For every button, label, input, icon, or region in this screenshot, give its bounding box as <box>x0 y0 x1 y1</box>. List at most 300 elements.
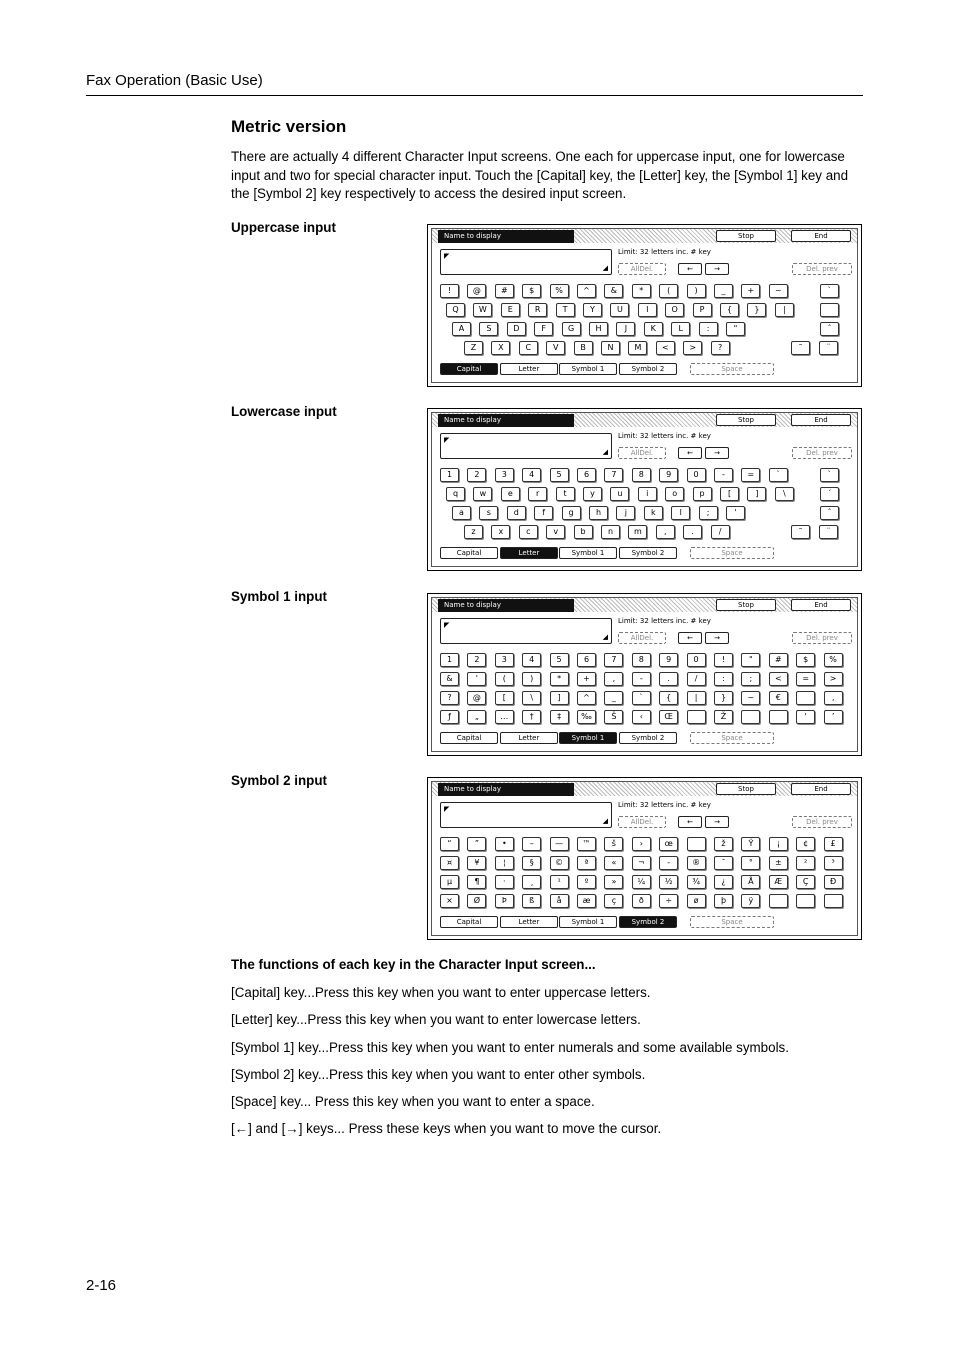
character-key[interactable]: a <box>452 506 471 520</box>
character-key[interactable]: # <box>495 284 514 298</box>
character-key[interactable]: ¦ <box>495 856 514 870</box>
character-key[interactable]: œ <box>659 837 678 851</box>
cursor-left-button[interactable]: ← <box>678 632 702 644</box>
character-key[interactable]: ) <box>687 284 706 298</box>
character-key[interactable]: Y <box>583 303 602 317</box>
cursor-end-mark: ◢ <box>602 448 608 456</box>
character-key[interactable]: S <box>479 322 498 336</box>
character-key[interactable]: ƒ <box>440 710 459 724</box>
alldel-button[interactable]: AllDel. <box>618 263 666 275</box>
character-key[interactable] <box>796 691 815 705</box>
character-key[interactable]: * <box>550 672 569 686</box>
accent-key[interactable]: ` <box>820 284 839 298</box>
section-title: Metric version <box>231 117 347 136</box>
delete-previous-button[interactable]: Del. prev <box>792 447 852 459</box>
character-key[interactable]: 6 <box>577 468 596 482</box>
character-key[interactable]: » <box>604 875 623 889</box>
tab-letter[interactable]: Letter <box>500 547 558 559</box>
character-key[interactable]: 7 <box>604 653 623 667</box>
tab-letter[interactable]: Letter <box>500 363 558 375</box>
accent-key[interactable]: ˆ <box>820 506 839 520</box>
tab-symbol2[interactable]: Symbol 2 <box>619 363 677 375</box>
intro-paragraph: There are actually 4 different Character Input screens. One each for uppercase input, one for lowercase input and two for special character input. Touch the [Capital] key, the [Letter] key, the [Symbol 1] key and the [Symbol 2] key respectively to access the desired input screen. <box>231 149 849 201</box>
character-key[interactable]: [ <box>495 691 514 705</box>
character-key[interactable]: c <box>519 525 538 539</box>
character-key[interactable]: V <box>546 341 565 355</box>
character-key[interactable]: ™ <box>577 837 596 851</box>
space-button[interactable]: Space <box>690 732 774 744</box>
tab-letter[interactable]: Letter <box>500 732 558 744</box>
cursor-start-mark: ◤ <box>444 252 450 260</box>
character-key[interactable] <box>687 837 706 851</box>
running-header: Fax Operation (Basic Use) <box>86 72 263 89</box>
character-key[interactable]: × <box>440 894 459 908</box>
accent-key[interactable] <box>820 303 839 317</box>
character-key[interactable]: = <box>796 672 815 686</box>
character-key[interactable]: K <box>644 322 663 336</box>
character-key[interactable]: ð <box>632 894 651 908</box>
character-key[interactable]: ² <box>796 856 815 870</box>
accent-key[interactable]: ` <box>820 468 839 482</box>
character-key[interactable]: 1 <box>440 653 459 667</box>
character-key[interactable]: ÿ <box>741 894 760 908</box>
space-button[interactable]: Space <box>690 363 774 375</box>
character-key[interactable]: . <box>659 672 678 686</box>
character-key[interactable]: : <box>714 672 733 686</box>
character-key[interactable] <box>796 894 815 908</box>
character-key[interactable]: µ <box>440 875 459 889</box>
tab-symbol2[interactable]: Symbol 2 <box>619 547 677 559</box>
character-key[interactable]: < <box>769 672 788 686</box>
character-key[interactable]: # <box>769 653 788 667</box>
character-key[interactable]: l <box>671 506 690 520</box>
character-key[interactable]: : <box>699 322 718 336</box>
character-key[interactable]: x <box>491 525 510 539</box>
character-key[interactable]: „ <box>467 710 486 724</box>
character-key[interactable]: ` <box>632 691 651 705</box>
character-key[interactable]: J <box>616 322 635 336</box>
character-key[interactable]: “ <box>440 837 459 851</box>
end-button[interactable]: End <box>791 599 851 611</box>
character-key[interactable]: W <box>473 303 492 317</box>
character-key[interactable]: b <box>574 525 593 539</box>
name-to-display-label: Name to display <box>438 414 574 427</box>
character-key[interactable]: ^ <box>577 284 596 298</box>
character-key[interactable]: Ø <box>467 894 486 908</box>
character-key[interactable]: ’ <box>824 710 843 724</box>
character-key[interactable]: Þ <box>495 894 514 908</box>
character-key[interactable]: ' <box>467 672 486 686</box>
character-key[interactable]: æ <box>577 894 596 908</box>
stop-button[interactable]: Stop <box>716 783 776 795</box>
panel-label-symbol2: Symbol 2 input <box>231 773 327 788</box>
character-key[interactable]: f <box>534 506 553 520</box>
character-key[interactable]: A <box>452 322 471 336</box>
character-key[interactable]: C <box>519 341 538 355</box>
character-key[interactable]: s <box>479 506 498 520</box>
character-key[interactable]: & <box>440 672 459 686</box>
character-key[interactable]: U <box>610 303 629 317</box>
space-button[interactable]: Space <box>690 547 774 559</box>
character-input-screen <box>427 777 862 940</box>
character-key[interactable]: 5 <box>550 653 569 667</box>
name-input-field[interactable] <box>440 249 612 275</box>
cursor-right-button[interactable]: → <box>705 263 729 275</box>
character-key[interactable]: « <box>604 856 623 870</box>
delete-previous-button[interactable]: Del. prev <box>792 816 852 828</box>
character-key[interactable]: € <box>769 691 788 705</box>
tab-capital[interactable]: Capital <box>440 547 498 559</box>
character-key[interactable]: * <box>632 284 651 298</box>
character-key[interactable]: ^ <box>577 691 596 705</box>
character-key[interactable]: 2 <box>467 468 486 482</box>
character-key[interactable] <box>769 710 788 724</box>
name-to-display-label: Name to display <box>438 783 574 796</box>
character-key[interactable]: 4 <box>522 468 541 482</box>
character-key[interactable]: d <box>507 506 526 520</box>
character-key[interactable]: > <box>824 672 843 686</box>
stop-button[interactable]: Stop <box>716 414 776 426</box>
character-key[interactable]: ¯ <box>714 856 733 870</box>
character-key[interactable]: v <box>546 525 565 539</box>
character-key[interactable]: F <box>534 322 553 336</box>
character-key[interactable]: . <box>683 525 702 539</box>
character-key[interactable]: X <box>491 341 510 355</box>
character-key[interactable]: 2 <box>467 653 486 667</box>
character-key[interactable]: , <box>656 525 675 539</box>
character-key[interactable]: ¸ <box>522 875 541 889</box>
character-key[interactable]: D <box>507 322 526 336</box>
character-key[interactable]: ? <box>440 691 459 705</box>
limit-text: Limit: 32 letters inc. # key <box>618 432 711 440</box>
character-key[interactable]: ] <box>550 691 569 705</box>
character-key[interactable]: > <box>683 341 702 355</box>
character-key[interactable]: m <box>628 525 647 539</box>
character-key[interactable]: ¿ <box>714 875 733 889</box>
stop-button[interactable]: Stop <box>716 230 776 242</box>
character-key[interactable]: ¥ <box>467 856 486 870</box>
character-key[interactable]: ] <box>747 487 766 501</box>
cursor-start-mark: ◤ <box>444 436 450 444</box>
character-key[interactable]: ~ <box>769 284 788 298</box>
character-key[interactable]: Ç <box>796 875 815 889</box>
character-key[interactable]: ± <box>769 856 788 870</box>
character-key[interactable]: Å <box>741 875 760 889</box>
character-key[interactable]: _ <box>604 691 623 705</box>
tab-symbol2[interactable]: Symbol 2 <box>619 916 677 928</box>
character-key[interactable]: ¹ <box>550 875 569 889</box>
alldel-button[interactable]: AllDel. <box>618 447 666 459</box>
character-key[interactable]: I <box>638 303 657 317</box>
tab-symbol1[interactable]: Symbol 1 <box>559 547 617 559</box>
character-key[interactable]: ¢ <box>796 837 815 851</box>
tab-capital[interactable]: Capital <box>440 732 498 744</box>
cursor-right-button[interactable]: → <box>705 632 729 644</box>
character-key[interactable]: B <box>574 341 593 355</box>
accent-key[interactable]: ¨ <box>819 341 838 355</box>
character-key[interactable]: £ <box>824 837 843 851</box>
cursor-right-button[interactable]: → <box>705 816 729 828</box>
function-symbol2: [Symbol 2] key...Press this key when you want to enter other symbols. <box>231 1067 646 1082</box>
character-key[interactable]: ® <box>687 856 706 870</box>
character-key[interactable]: ¬ <box>632 856 651 870</box>
panel-label-symbol1: Symbol 1 input <box>231 589 327 604</box>
character-key[interactable]: Œ <box>659 710 678 724</box>
character-key[interactable]: Š <box>604 710 623 724</box>
name-input-field[interactable] <box>440 433 612 459</box>
character-key[interactable]: g <box>562 506 581 520</box>
character-key[interactable]: 9 <box>659 653 678 667</box>
character-key[interactable]: 5 <box>550 468 569 482</box>
panel-label-uppercase: Uppercase input <box>231 220 336 235</box>
limit-text: Limit: 32 letters inc. # key <box>618 248 711 256</box>
tab-symbol1[interactable]: Symbol 1 <box>559 732 617 744</box>
character-key[interactable]: k <box>644 506 663 520</box>
character-key[interactable]: Z <box>464 341 483 355</box>
character-key[interactable]: R <box>528 303 547 317</box>
character-key[interactable] <box>687 710 706 724</box>
character-key[interactable] <box>824 894 843 908</box>
character-key[interactable]: Ð <box>824 875 843 889</box>
alldel-button[interactable]: AllDel. <box>618 632 666 644</box>
character-key[interactable]: [ <box>720 487 739 501</box>
character-key[interactable]: — <box>550 837 569 851</box>
page-number: 2-16 <box>86 1277 117 1294</box>
space-button[interactable]: Space <box>690 916 774 928</box>
character-key[interactable]: t <box>556 487 575 501</box>
character-key[interactable]: N <box>601 341 620 355</box>
character-key[interactable]: å <box>550 894 569 908</box>
character-key[interactable]: - <box>632 672 651 686</box>
character-key[interactable]: o <box>665 487 684 501</box>
cursor-left-button[interactable]: ← <box>678 447 702 459</box>
accent-key[interactable]: ¨ <box>819 525 838 539</box>
character-key[interactable]: ( <box>495 672 514 686</box>
character-key[interactable]: ‚ <box>824 691 843 705</box>
character-key[interactable]: 0 <box>687 468 706 482</box>
tab-symbol2[interactable]: Symbol 2 <box>619 732 677 744</box>
character-key[interactable]: \ <box>775 487 794 501</box>
character-key[interactable]: P <box>693 303 712 317</box>
character-key[interactable]: | <box>775 303 794 317</box>
character-key[interactable]: q <box>446 487 465 501</box>
character-key[interactable]: 8 <box>632 653 651 667</box>
character-key[interactable]: z <box>464 525 483 539</box>
character-key[interactable]: @ <box>467 284 486 298</box>
character-key[interactable]: \ <box>522 691 541 705</box>
character-key[interactable]: ž <box>714 837 733 851</box>
character-key[interactable]: $ <box>796 653 815 667</box>
character-key[interactable]: } <box>747 303 766 317</box>
character-key[interactable]: Æ <box>769 875 788 889</box>
character-key[interactable]: / <box>687 672 706 686</box>
character-key[interactable]: O <box>665 303 684 317</box>
character-key[interactable]: i <box>638 487 657 501</box>
character-key[interactable]: ¡ <box>769 837 788 851</box>
character-key[interactable]: Ÿ <box>741 837 760 851</box>
function-space: [Space] key... Press this key when you want to enter a space. <box>231 1094 595 1109</box>
accent-key[interactable]: ˜ <box>791 341 810 355</box>
character-key[interactable]: % <box>550 284 569 298</box>
character-key[interactable]: ‘ <box>796 710 815 724</box>
character-key[interactable]: ” <box>467 837 486 851</box>
character-key[interactable] <box>741 710 760 724</box>
character-key[interactable]: , <box>604 672 623 686</box>
cursor-start-mark: ◤ <box>444 621 450 629</box>
cursor-left-button[interactable]: ← <box>678 263 702 275</box>
character-key[interactable]: + <box>577 672 596 686</box>
character-key[interactable]: } <box>714 691 733 705</box>
character-key[interactable]: L <box>671 322 690 336</box>
character-key[interactable]: < <box>656 341 675 355</box>
character-key[interactable]: 9 <box>659 468 678 482</box>
character-key[interactable]: { <box>659 691 678 705</box>
character-key[interactable]: r <box>528 487 547 501</box>
character-key[interactable]: š <box>604 837 623 851</box>
character-key[interactable]: • <box>495 837 514 851</box>
character-key[interactable]: ( <box>659 284 678 298</box>
limit-text: Limit: 32 letters inc. # key <box>618 617 711 625</box>
character-key[interactable]: · <box>495 875 514 889</box>
character-key[interactable]: + <box>741 284 760 298</box>
character-key[interactable]: @ <box>467 691 486 705</box>
character-key[interactable] <box>769 894 788 908</box>
tab-letter[interactable]: Letter <box>500 916 558 928</box>
character-key[interactable]: 4 <box>522 653 541 667</box>
character-key[interactable]: j <box>616 506 635 520</box>
character-key[interactable]: n <box>601 525 620 539</box>
alldel-button[interactable]: AllDel. <box>618 816 666 828</box>
character-key[interactable]: ! <box>714 653 733 667</box>
cursor-end-mark: ◢ <box>602 264 608 272</box>
character-key[interactable]: - <box>659 856 678 870</box>
character-key[interactable]: G <box>562 322 581 336</box>
character-key[interactable]: { <box>720 303 739 317</box>
tab-capital[interactable]: Capital <box>440 916 498 928</box>
cursor-end-mark: ◢ <box>602 633 608 641</box>
character-key[interactable]: Q <box>446 303 465 317</box>
character-key[interactable]: ¼ <box>632 875 651 889</box>
character-key[interactable]: ‡ <box>550 710 569 724</box>
character-key[interactable]: w <box>473 487 492 501</box>
delete-previous-button[interactable]: Del. prev <box>792 632 852 644</box>
character-input-screen <box>427 408 862 571</box>
character-key[interactable]: T <box>556 303 575 317</box>
character-key[interactable]: ½ <box>659 875 678 889</box>
character-key[interactable]: – <box>522 837 541 851</box>
accent-key[interactable]: ˆ <box>820 322 839 336</box>
character-key[interactable]: ~ <box>741 691 760 705</box>
character-key[interactable]: ª <box>577 856 596 870</box>
name-input-field[interactable] <box>440 618 612 644</box>
character-key[interactable]: 0 <box>687 653 706 667</box>
panel-label-lowercase: Lowercase input <box>231 404 337 419</box>
function-letter: [Letter] key...Press this key when you want to enter lowercase letters. <box>231 1012 641 1027</box>
character-key[interactable]: H <box>589 322 608 336</box>
character-key[interactable]: ø <box>687 894 706 908</box>
end-button[interactable]: End <box>791 230 851 242</box>
character-key[interactable]: ` <box>769 468 788 482</box>
character-key[interactable]: ß <box>522 894 541 908</box>
character-key[interactable]: ? <box>711 341 730 355</box>
character-key[interactable]: † <box>522 710 541 724</box>
character-key[interactable]: 7 <box>604 468 623 482</box>
character-key[interactable]: ÷ <box>659 894 678 908</box>
character-key[interactable]: " <box>726 322 745 336</box>
character-key[interactable]: ‹ <box>632 710 651 724</box>
character-key[interactable]: › <box>632 837 651 851</box>
delete-previous-button[interactable]: Del. prev <box>792 263 852 275</box>
character-key[interactable]: M <box>628 341 647 355</box>
character-key[interactable]: ¾ <box>687 875 706 889</box>
character-key[interactable]: … <box>495 710 514 724</box>
character-key[interactable]: p <box>693 487 712 501</box>
character-key[interactable]: h <box>589 506 608 520</box>
character-key[interactable]: ‰ <box>577 710 596 724</box>
character-key[interactable]: % <box>824 653 843 667</box>
character-key[interactable]: y <box>583 487 602 501</box>
tab-symbol1[interactable]: Symbol 1 <box>559 916 617 928</box>
character-key[interactable]: ³ <box>824 856 843 870</box>
character-key[interactable]: ) <box>522 672 541 686</box>
character-key[interactable]: 6 <box>577 653 596 667</box>
accent-key[interactable]: ˜ <box>791 525 810 539</box>
tab-capital[interactable]: Capital <box>440 363 498 375</box>
character-key[interactable]: 3 <box>495 653 514 667</box>
character-key[interactable]: ° <box>741 856 760 870</box>
character-key[interactable]: 3 <box>495 468 514 482</box>
character-key[interactable]: $ <box>522 284 541 298</box>
tab-symbol1[interactable]: Symbol 1 <box>559 363 617 375</box>
character-key[interactable]: & <box>604 284 623 298</box>
character-key[interactable]: © <box>550 856 569 870</box>
character-key[interactable]: ; <box>699 506 718 520</box>
character-key[interactable]: þ <box>714 894 733 908</box>
character-key[interactable]: ; <box>741 672 760 686</box>
character-key[interactable]: E <box>501 303 520 317</box>
character-key[interactable]: | <box>687 691 706 705</box>
name-to-display-label: Name to display <box>438 230 574 243</box>
stop-button[interactable]: Stop <box>716 599 776 611</box>
cursor-start-mark: ◤ <box>444 805 450 813</box>
character-key[interactable]: = <box>741 468 760 482</box>
character-key[interactable]: § <box>522 856 541 870</box>
end-button[interactable]: End <box>791 414 851 426</box>
accent-key[interactable]: ´ <box>820 487 839 501</box>
character-key[interactable]: ¶ <box>467 875 486 889</box>
character-key[interactable]: ç <box>604 894 623 908</box>
character-key[interactable]: ' <box>726 506 745 520</box>
name-input-field[interactable] <box>440 802 612 828</box>
character-key[interactable]: - <box>714 468 733 482</box>
character-key[interactable]: 1 <box>440 468 459 482</box>
cursor-right-button[interactable]: → <box>705 447 729 459</box>
character-key[interactable]: º <box>577 875 596 889</box>
character-key[interactable]: Ž <box>714 710 733 724</box>
character-key[interactable]: ¤ <box>440 856 459 870</box>
character-key[interactable]: u <box>610 487 629 501</box>
character-key[interactable]: ! <box>440 284 459 298</box>
character-key[interactable]: 8 <box>632 468 651 482</box>
character-key[interactable]: e <box>501 487 520 501</box>
cursor-left-button[interactable]: ← <box>678 816 702 828</box>
cursor-end-mark: ◢ <box>602 817 608 825</box>
character-key[interactable]: / <box>711 525 730 539</box>
end-button[interactable]: End <box>791 783 851 795</box>
limit-text: Limit: 32 letters inc. # key <box>618 801 711 809</box>
character-key[interactable]: _ <box>714 284 733 298</box>
character-key[interactable]: " <box>741 653 760 667</box>
